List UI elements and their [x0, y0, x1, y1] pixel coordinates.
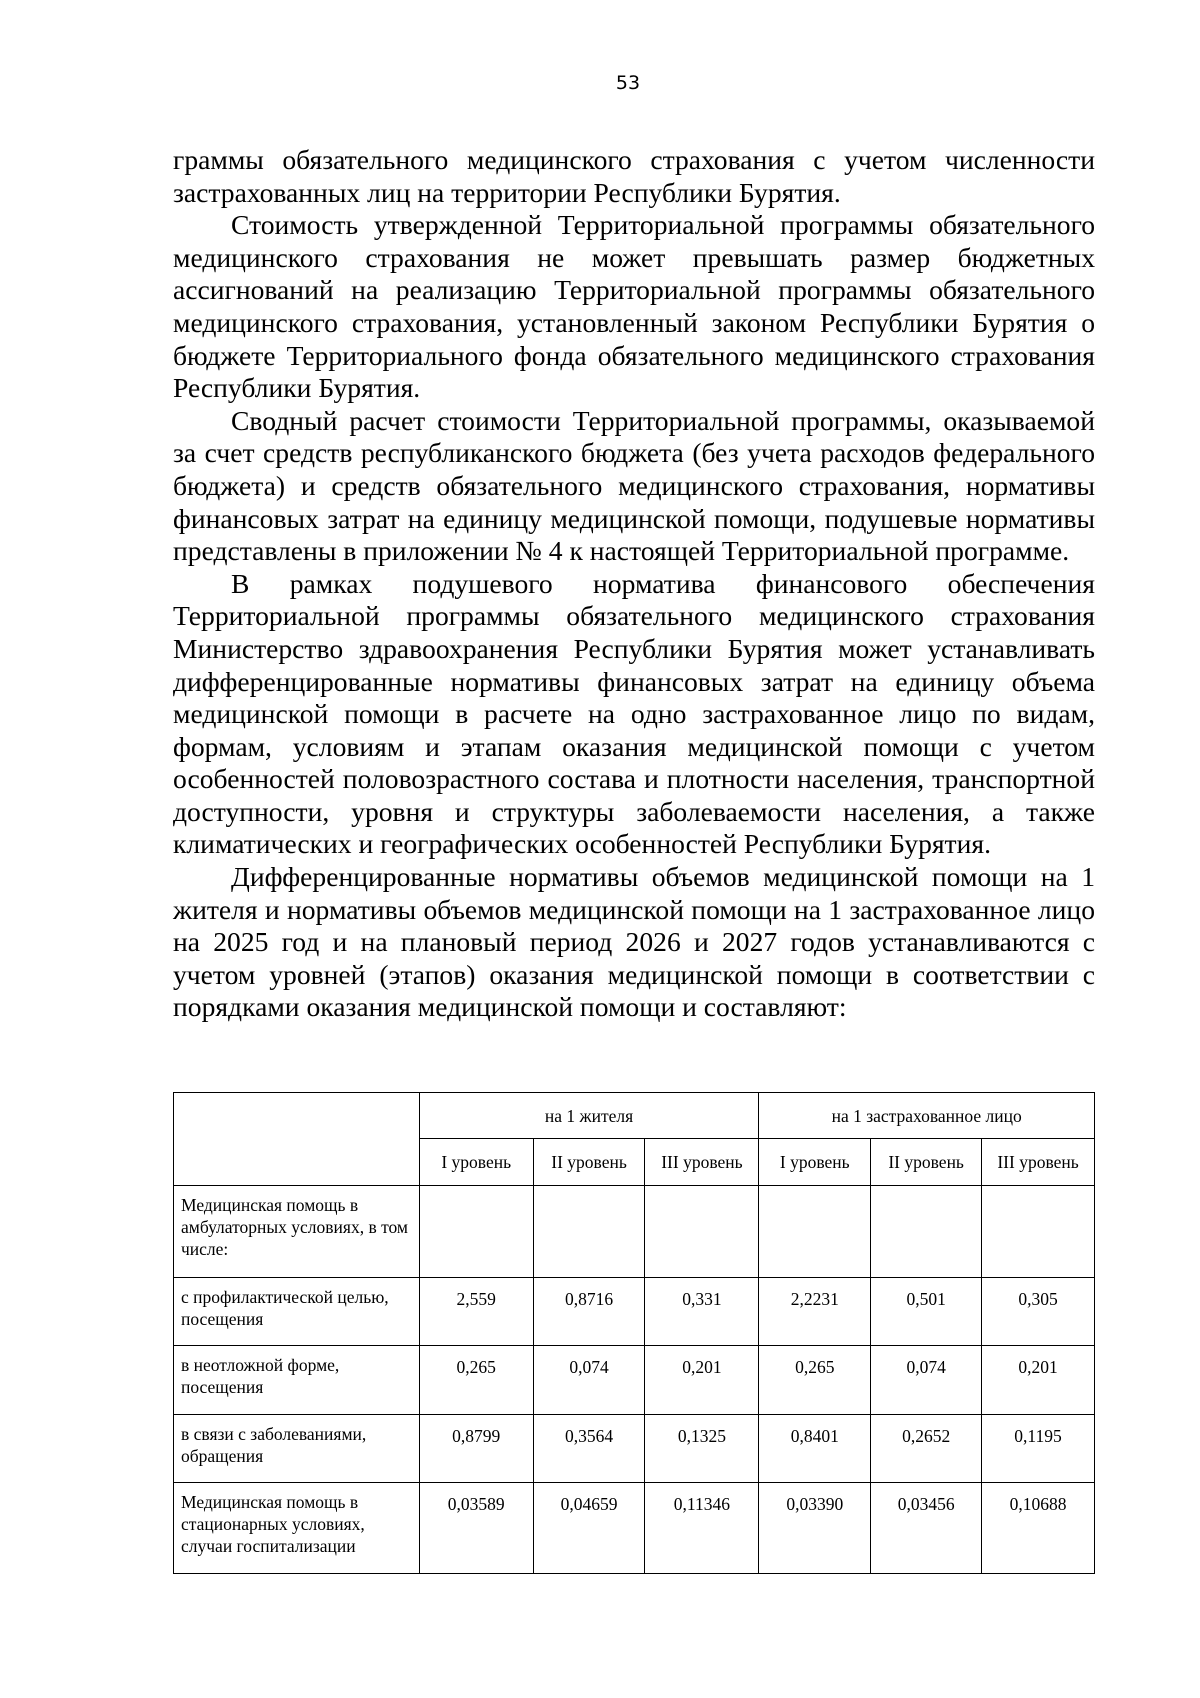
value-cell: 0,201	[982, 1346, 1095, 1415]
row-label: Медицинская помощь в амбулаторных условиях, в том числе:	[174, 1186, 420, 1278]
table-row	[174, 1415, 1095, 1483]
paragraph: Дифференцированные нормативы объемов медицинской помощи на 1 жителя и нормативы объемов медицинской помощи на 1 застрахованное лицо на 2025 год и на плановый период 2026 и 2027 годов устанавливаются с учетом уровней (этапов) оказания медицинской помощи в соответствии с порядками оказания медицинской помощи и составляют:	[173, 861, 1095, 1023]
value-cell: 0,201	[645, 1346, 759, 1415]
table-header-row	[174, 1093, 1095, 1139]
value-cell: 0,1325	[645, 1415, 759, 1483]
value-cell: 0,331	[645, 1278, 759, 1346]
value-cell: 0,265	[759, 1346, 871, 1415]
table-row	[174, 1278, 1095, 1346]
value-cell	[533, 1186, 645, 1278]
row-label: Медицинская помощь в стационарных условиях, случаи госпитализации	[174, 1483, 420, 1574]
level-header: II уровень	[533, 1139, 645, 1186]
value-cell: 0,03589	[419, 1483, 533, 1574]
value-cell: 0,074	[871, 1346, 982, 1415]
level-header: III уровень	[982, 1139, 1095, 1186]
value-cell: 0,3564	[533, 1415, 645, 1483]
value-cell: 0,1195	[982, 1415, 1095, 1483]
value-cell: 0,03390	[759, 1483, 871, 1574]
value-cell: 0,2652	[871, 1415, 982, 1483]
paragraph: Стоимость утвержденной Территориальной программы обязательного медицинского страхования не может превышать размер бюджетных ассигнований на реализацию Территориальной программы обязательного медицинского страхования, установленный законом Республики Бурятия о бюджете Территориального фонда обязательного медицинского страхования Республики Бурятия.	[173, 209, 1095, 404]
value-cell: 2,559	[419, 1278, 533, 1346]
row-label: в связи с заболеваниями, обращения	[174, 1415, 420, 1483]
table-row	[174, 1483, 1095, 1574]
paragraph: В рамках подушевого норматива финансового обеспечения Территориальной программы обязательного медицинского страхования Министерство здравоохранения Республики Бурятия может устанавливать дифференцированные нормативы финансовых затрат на единицу объема медицинской помощи в расчете на одно застрахованное лицо по видам, формам, условиям и этапам оказания медицинской помощи с учетом особенностей половозрастного состава и плотности населения, транспортной доступности, уровня и структуры заболеваемости населения, а также климатических и географических особенностей Республики Бурятия.	[173, 567, 1095, 860]
value-cell: 0,11346	[645, 1483, 759, 1574]
body-text	[173, 144, 1095, 1024]
page-number: 53	[615, 72, 641, 94]
value-cell: 2,2231	[759, 1278, 871, 1346]
value-cell: 0,04659	[533, 1483, 645, 1574]
norms-table	[173, 1092, 1095, 1574]
group-header-per-insured: на 1 застрахованное лицо	[759, 1093, 1095, 1139]
table-row	[174, 1346, 1095, 1415]
level-header: II уровень	[871, 1139, 982, 1186]
value-cell	[419, 1186, 533, 1278]
value-cell: 0,305	[982, 1278, 1095, 1346]
value-cell	[759, 1186, 871, 1278]
table-corner-cell	[174, 1093, 420, 1186]
group-header-per-resident: на 1 жителя	[419, 1093, 759, 1139]
level-header: I уровень	[759, 1139, 871, 1186]
paragraph: Сводный расчет стоимости Территориальной программы, оказываемой за счет средств республиканского бюджета (без учета расходов федерального бюджета) и средств обязательного медицинского страхования, нормативы финансовых затрат на единицу медицинской помощи, подушевые нормативы представлены в приложении № 4 к настоящей Территориальной программе.	[173, 404, 1095, 567]
value-cell: 0,074	[533, 1346, 645, 1415]
value-cell: 0,8716	[533, 1278, 645, 1346]
value-cell	[871, 1186, 982, 1278]
value-cell: 0,501	[871, 1278, 982, 1346]
value-cell: 0,265	[419, 1346, 533, 1415]
table-row	[174, 1186, 1095, 1278]
value-cell: 0,8401	[759, 1415, 871, 1483]
value-cell	[645, 1186, 759, 1278]
row-label: с профилактической целью, посещения	[174, 1278, 420, 1346]
level-header: III уровень	[645, 1139, 759, 1186]
paragraph: граммы обязательного медицинского страхования с учетом численности застрахованных лиц на территории Республики Бурятия.	[173, 144, 1095, 208]
value-cell: 0,10688	[982, 1483, 1095, 1574]
value-cell: 0,8799	[419, 1415, 533, 1483]
value-cell: 0,03456	[871, 1483, 982, 1574]
level-header: I уровень	[419, 1139, 533, 1186]
value-cell	[982, 1186, 1095, 1278]
row-label: в неотложной форме, посещения	[174, 1346, 420, 1415]
